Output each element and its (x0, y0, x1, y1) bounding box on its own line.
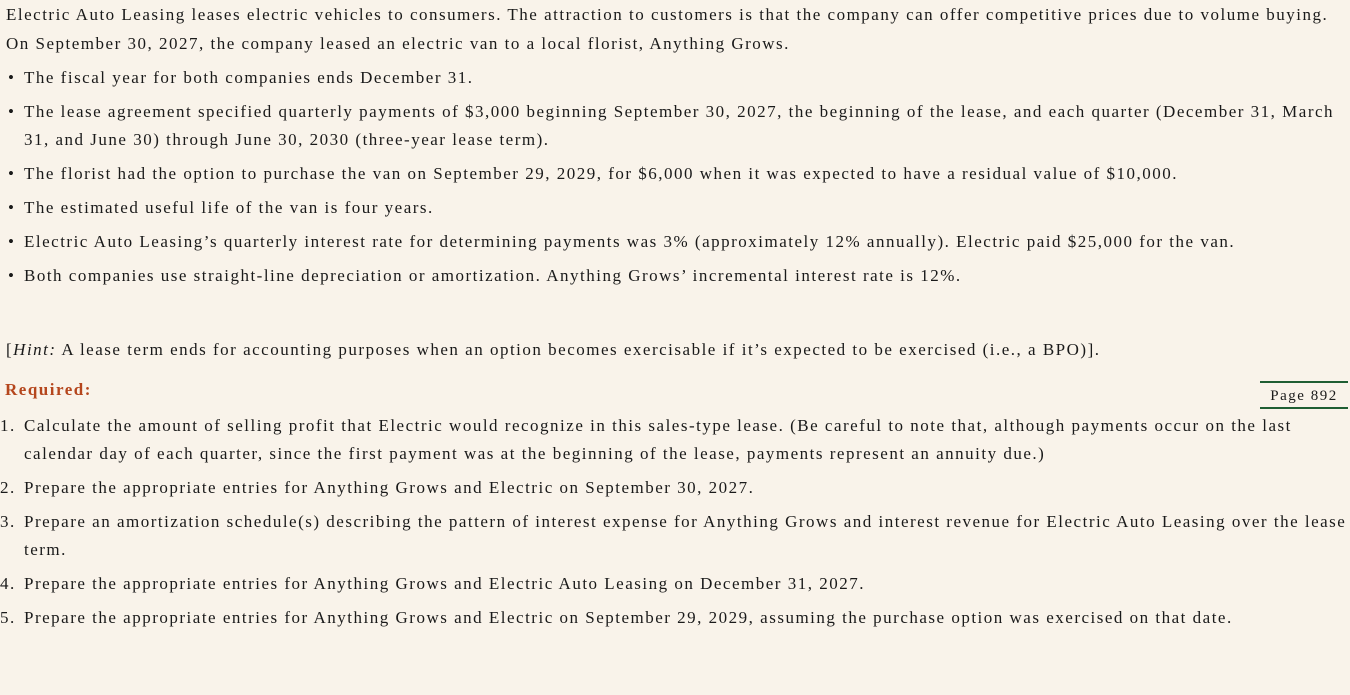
hint-text: A lease term ends for accounting purposes when an option becomes exercisable if it’s expected to be exercised (i.e., a BPO)]. (56, 340, 1101, 359)
fact-item (0, 262, 1350, 290)
bullet-dot: • (8, 164, 16, 183)
requirement-number: 3. (0, 512, 16, 531)
facts-list (0, 64, 1350, 296)
fact-text: Both companies use straight-line depreciation or amortization. Anything Grows’ incremental interest rate is 12%. (24, 266, 962, 285)
requirement-item (0, 508, 1350, 564)
fact-item (0, 228, 1350, 256)
requirement-text: Prepare an amortization schedule(s) describing the pattern of interest expense for Anything Grows and interest revenue for Electric Auto Leasing over the lease term. (24, 512, 1347, 559)
hint-note (6, 336, 1100, 364)
hint-open-bracket: [ (6, 340, 14, 359)
bullet-dot: • (8, 266, 16, 285)
requirement-item (0, 474, 1350, 502)
fact-item (0, 160, 1350, 188)
bullet-dot: • (8, 102, 16, 121)
fact-item (0, 64, 1350, 92)
bullet-dot: • (8, 198, 16, 217)
requirement-number: 2. (0, 478, 16, 497)
fact-text: The estimated useful life of the van is four years. (24, 198, 434, 217)
fact-text: The lease agreement specified quarterly payments of $3,000 beginning September 30, 2027, the beginning of the lease, and each quarter (December 31, March 31, and June 30) through June 30, 2030 (three-year lease term). (24, 102, 1335, 149)
requirement-text: Prepare the appropriate entries for Anything Grows and Electric on September 30, 2027. (24, 478, 755, 497)
requirement-number: 5. (0, 608, 16, 627)
hint-label: Hint: (13, 340, 57, 359)
requirement-text: Prepare the appropriate entries for Anything Grows and Electric on September 29, 2029, assuming the purchase option was exercised on that date. (24, 608, 1233, 627)
requirement-item (0, 570, 1350, 598)
requirements-list (0, 412, 1350, 638)
required-heading: Required: (5, 380, 92, 399)
fact-text: The florist had the option to purchase the van on September 29, 2029, for $6,000 when it was expected to have a residual value of $10,000. (24, 164, 1179, 183)
fact-item (0, 194, 1350, 222)
bullet-dot: • (8, 232, 16, 251)
fact-text: The fiscal year for both companies ends December 31. (24, 68, 474, 87)
requirement-number: 1. (0, 416, 16, 435)
requirement-item (0, 604, 1350, 632)
requirement-text: Calculate the amount of selling profit that Electric would recognize in this sales-type lease. (Be careful to note that, although payments occur on the last calendar day of each quarter, since the first payment was at the beginning of the lease, payments represent an annuity due.) (24, 416, 1292, 463)
page-number-marker: Page 892 (1260, 381, 1348, 409)
requirement-item (0, 412, 1350, 468)
intro-paragraph: Electric Auto Leasing leases electric vehicles to consumers. The attraction to customers is that the company can offer competitive prices due to volume buying. On September 30, 2027, the company leased an electric van to a local florist, Anything Grows. (6, 5, 1329, 53)
fact-item (0, 98, 1350, 154)
fact-text: Electric Auto Leasing’s quarterly interest rate for determining payments was 3% (approximately 12% annually). Electric paid $25,000 for the van. (24, 232, 1236, 251)
bullet-dot: • (8, 68, 16, 87)
requirement-number: 4. (0, 574, 16, 593)
requirement-text: Prepare the appropriate entries for Anything Grows and Electric Auto Leasing on December 31, 2027. (24, 574, 865, 593)
